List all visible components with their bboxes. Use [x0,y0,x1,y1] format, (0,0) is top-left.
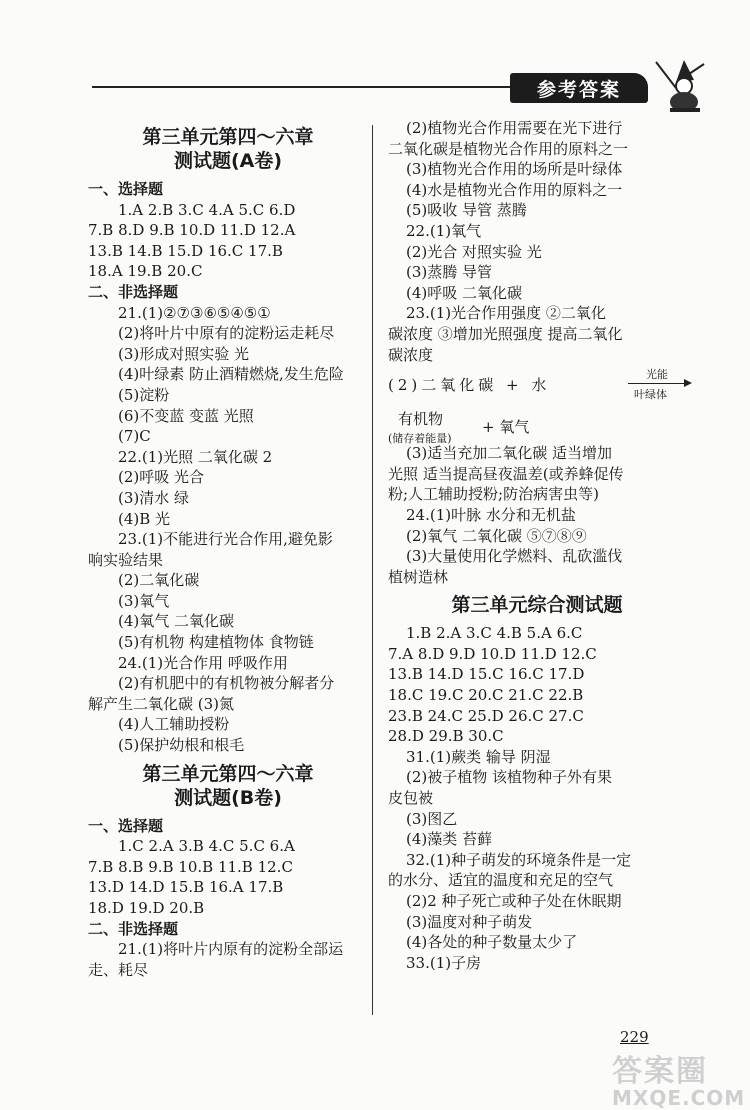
answer-line: 22.(1)光照 二氧化碳 2 [118,447,273,466]
formula-product-note: (储存着能量) [388,432,452,446]
answer-line: 的水分、适宜的温度和充足的空气 [388,871,614,890]
answer-line: 二氧化碳是植物光合作用的原料之一 [388,139,629,158]
answer-line: (4)水是植物光合作用的原料之一 [406,180,623,199]
answer-line: 31.(1)蕨类 输导 阴湿 [406,747,551,766]
answer-line: 18.A 19.B 20.C [88,262,203,281]
answer-line: 23.B 24.C 25.D 26.C 27.C [388,706,584,725]
answer-line: (7)C [118,427,151,446]
answer-line: 33.(1)子房 [406,953,482,972]
answer-line: 1.B 2.A 3.C 4.B 5.A 6.C [406,624,583,643]
answer-line: (5)保护幼根和根毛 [118,736,245,755]
answer-line: 23.(1)不能进行光合作用,避免影 [118,530,333,549]
answer-line: (2)植物光合作用需要在光下进行 [406,119,623,137]
answer-line: 24.(1)叶脉 水分和无机盐 [406,505,576,524]
answer-line: 13.B 14.B 15.D 16.C 17.B [88,241,283,260]
answer-line: 21.(1)将叶片内原有的淀粉全部运 [118,940,344,959]
answer-line: (3)适当充加二氧化碳 适当增加 [406,444,613,463]
answer-banner: 参考答案 [510,73,648,103]
formula-product-oxygen: + 氧气 [482,418,530,437]
mascot-icon [650,58,708,114]
answer-line: (4)B 光 [118,509,171,528]
answer-line: 1.A 2.B 3.C 4.A 5.C 6.D [118,200,296,219]
watermark-logo [612,1046,745,1110]
answer-line: 7.A 8.D 9.D 10.D 11.D 12.C [388,644,597,663]
answer-line: 碳浓度 ③增加光照强度 提高二氧化 [388,324,623,343]
answer-line: 植树造林 [388,567,449,586]
answer-line: (3)蒸腾 导管 [406,263,493,282]
section-heading: 二、非选择题 [88,282,179,301]
answer-line: 23.(1)光合作用强度 ②二氧化 [406,304,606,323]
answer-line: 皮包被 [388,789,434,808]
answer-line: (3)大量使用化学燃料、乱砍滥伐 [406,547,623,566]
section-title: 第三单元第四～六章 [142,762,314,785]
answer-line: 解产生二氧化碳 (3)氮 [88,694,235,713]
answer-line: 7.B 8.D 9.B 10.D 11.D 12.A [88,221,296,240]
formula-condition-light: 光能 [646,368,668,382]
answer-line: (2)二氧化碳 [118,571,200,590]
answer-line: (5)吸收 导管 蒸腾 [406,201,527,220]
answer-line: (3)清水 绿 [118,488,190,507]
answer-line: 响实验结果 [88,550,164,569]
answer-line: (2)光合 对照实验 光 [406,242,542,261]
answer-line: (4)藻类 苔藓 [406,830,493,849]
answer-line: 粉;人工辅助授粉;防治病害虫等) [388,485,599,504]
answer-line: (2)将叶片中原有的淀粉运走耗尽 [118,324,335,343]
answer-line: 7.B 8.B 9.B 10.B 11.B 12.C [88,857,293,876]
formula-condition-chloroplast: 叶绿体 [634,388,667,402]
answer-line: (4)氧气 二氧化碳 [118,612,235,631]
answer-line: (5)有机物 构建植物体 食物链 [118,633,314,652]
section-title: 第三单元第四～六章 [142,126,314,148]
answer-line: 光照 适当提高昼夜温差(或养蜂促传 [388,464,624,483]
formula-product: 有机物 [398,410,444,429]
answer-line: (4)各处的种子数量太少了 [406,933,578,952]
answer-line: 碳浓度 [388,345,434,364]
answer-line: (2)被子植物 该植物种子外有果 [406,768,613,787]
section-title: 测试题(B卷) [174,786,282,809]
answer-line: 13.B 14.D 15.C 16.C 17.D [388,665,585,684]
answer-line: (3)形成对照实验 光 [118,344,250,363]
answer-line: 24.(1)光合作用 呼吸作用 [118,653,288,672]
section-heading: 一、选择题 [88,816,164,835]
answer-line: (4)人工辅助授粉 [118,715,230,734]
answer-line: 22.(1)氧气 [406,221,482,240]
answer-line: (2)有机肥中的有机物被分解者分 [118,674,335,693]
answer-line: 13.D 14.D 15.B 16.A 17.B [88,878,284,897]
answer-line: (3)温度对种子萌发 [406,912,533,931]
answer-line: (2)2 种子死亡或种子处在休眠期 [406,892,622,910]
answer-line: 1.C 2.A 3.B 4.C 5.C 6.A [118,837,295,856]
answer-line: (2)氧气 二氧化碳 ⑤⑦⑧⑨ [406,526,587,545]
answer-line: 21.(1)②⑦③⑥⑤④⑤① [118,303,271,322]
answer-line: 28.D 29.B 30.C [388,727,504,746]
answer-line: 32.(1)种子萌发的环境条件是一定 [406,850,632,869]
right-column [388,118,686,973]
section-heading: 一、选择题 [88,180,164,198]
answer-line: (3)氧气 [118,591,170,610]
answer-line: (4)叶绿素 防止酒精燃烧,发生危险 [118,365,344,384]
answer-line: 走、耗尽 [88,960,149,979]
formula-reactants: (2)二氧化碳 + 水 [388,376,551,395]
answer-line: (3)图乙 [406,809,458,828]
watermark-line1: 答案圈 [612,1054,708,1089]
watermark-line2: MXQE.COM [612,1086,746,1110]
answer-line: 18.C 19.C 20.C 21.C 22.B [388,686,584,705]
left-column [88,125,368,980]
photosynthesis-formula [388,365,686,446]
section-heading: 二、非选择题 [88,919,179,938]
reaction-arrow-icon [628,383,690,384]
answer-line: (4)呼吸 二氧化碳 [406,283,523,302]
column-divider [372,125,373,1015]
section-title: 第三单元综合测试题 [451,594,623,617]
answer-line: (2)呼吸 光合 [118,468,205,487]
answer-line: (3)植物光合作用的场所是叶绿体 [406,160,623,179]
page-number: 229 [620,1028,649,1046]
answer-line: 18.D 19.D 20.B [88,899,205,917]
answer-line: (6)不变蓝 变蓝 光照 [118,406,254,425]
section-title: 测试题(A卷) [173,150,283,172]
answer-line: (5)淀粉 [118,385,170,404]
header-rule [92,86,517,88]
